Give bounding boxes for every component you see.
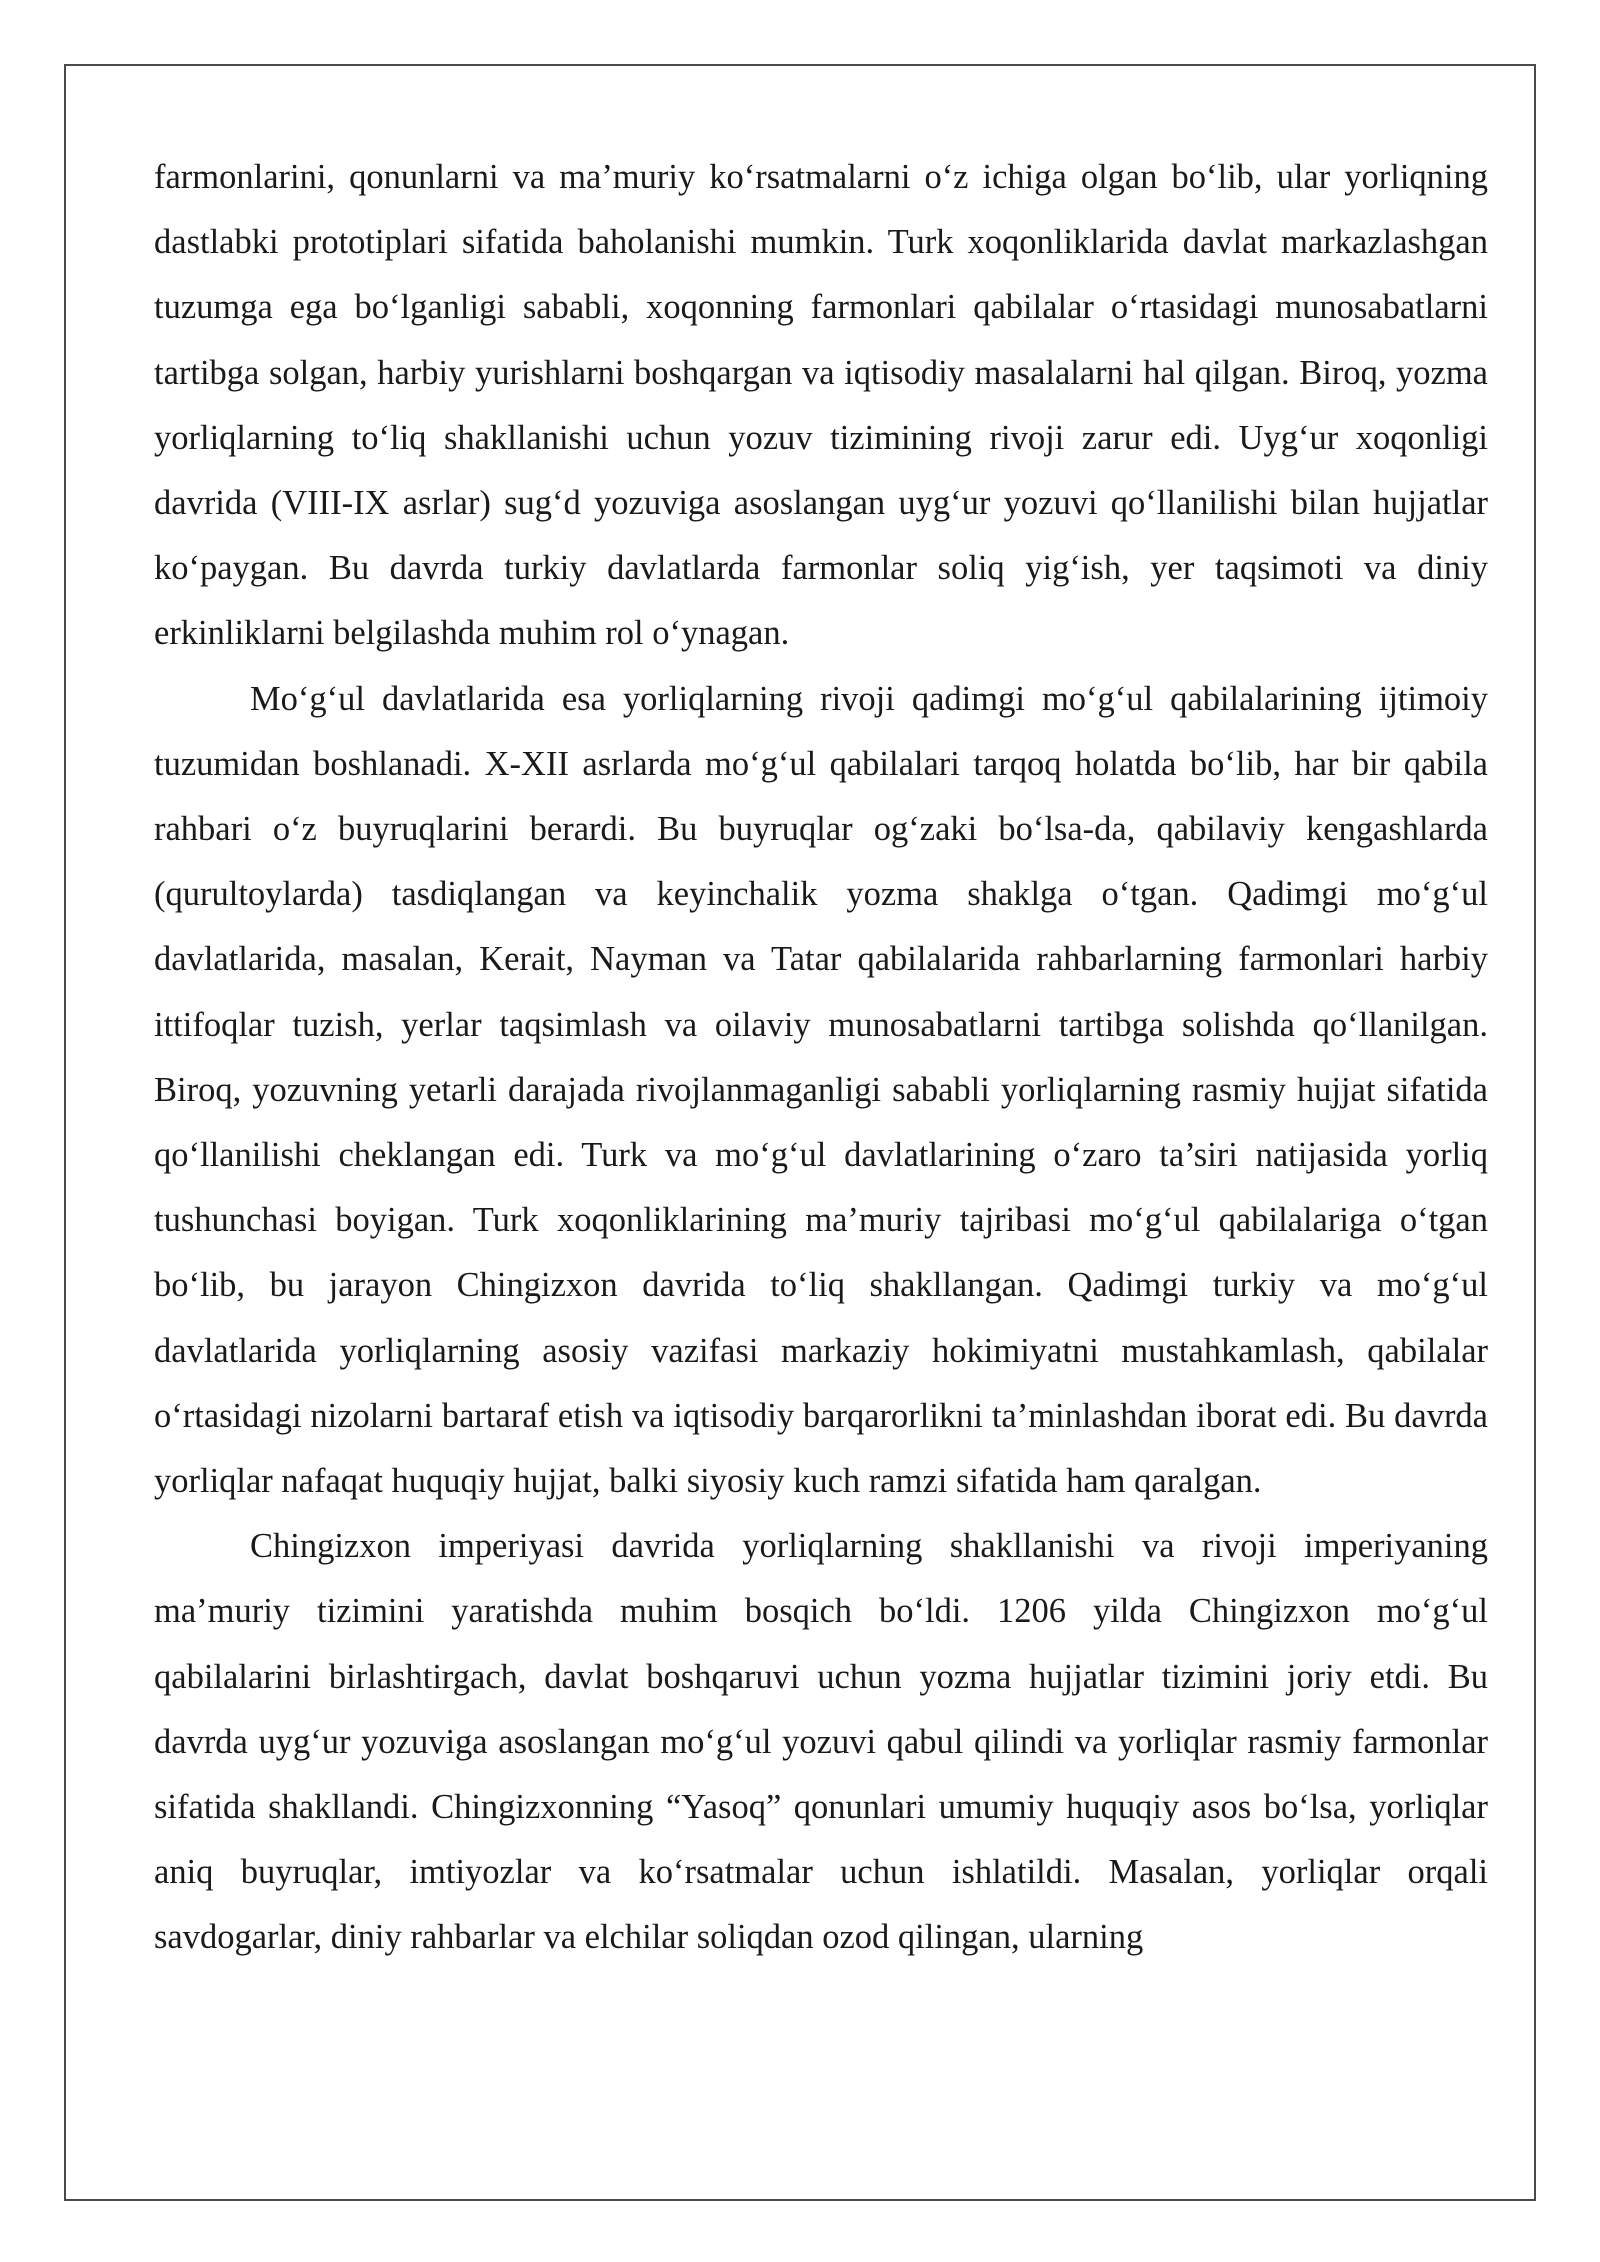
paragraph-2: Mo‘g‘ul davlatlarida esa yorliqlarning rivoji qadimgi mo‘g‘ul qabilalarining ijtimoiy tuzumidan boshlanadi. X-XII asrlarda mo‘g‘ul qabilalari tarqoq holatda bo‘lib, har bir qabila rahbari o‘z buyruqlarini berardi. Bu buyruqlar og‘zaki bo‘lsa-da, qabilaviy kengashlarda (qurultoylarda) tasdiqlangan va keyinchalik yozma shaklga o‘tgan. Qadimgi mo‘g‘ul davlatlarida, masalan, Kerait, Nayman va Tatar qabilalarida rahbarlarning farmonlari harbiy ittifoqlar tuzish, yerlar taqsimlash va oilaviy munosabatlarni tartibga solishda qo‘llanilgan. Biroq, yozuvning yetarli darajada rivojlanmaganligi sababli yorliqlarning rasmiy hujjat sifatida qo‘llanilishi cheklangan edi. Turk va mo‘g‘ul davlatlarining o‘zaro ta’siri natijasida yorliq tushunchasi boyigan. Turk xoqonliklarining ma’muriy tajribasi mo‘g‘ul qabilalariga o‘tgan bo‘lib, bu jarayon Chingizxon davrida to‘liq shakllangan. Qadimgi turkiy va mo‘g‘ul davlatlarida yorliqlarning asosiy vazifasi markaziy hokimiyatni mustahkamlash, qabilalar o‘rtasidagi nizolarni bartaraf etish va iqtisodiy barqarorlikni ta’minlashdan iborat edi. Bu davrda yorliqlar nafaqat huquqiy hujjat, balki siyosiy kuch ramzi sifatida ham qaralgan. xyxy=(154,679,1488,1501)
paragraph-3: Chingizxon imperiyasi davrida yorliqlarning shakllanishi va rivoji imperiyaning ma’muriy tizimini yaratishda muhim bosqich bo‘ldi. 1206 yilda Chingizxon mo‘g‘ul qabilalarini birlashtirgach, davlat boshqaruvi uchun yozma hujjatlar tizimini joriy etdi. Bu davrda uyg‘ur yozuviga asoslangan mo‘g‘ul yozuvi qabul qilindi va yorliqlar rasmiy farmonlar sifatida shakllandi. Chingizxonning “Yasoq” qonunlari umumiy huquqiy asos bo‘lsa, yorliqlar aniq buyruqlar, imtiyozlar va ko‘rsatmalar uchun ishlatildi. Masalan, yorliqlar orqali savdogarlar, diniy rahbarlar va elchilar soliqdan ozod qilingan, ularning xyxy=(154,1527,1488,1957)
paragraph-1: farmonlarini, qonunlarni va ma’muriy ko‘rsatmalarni o‘z ichiga olgan bo‘lib, ular yorliqning dastlabki prototiplari sifatida baholanishi mumkin. Turk xoqonliklarida davlat markazlashgan tuzumga ega bo‘lganligi sababli, xoqonning farmonlari qabilalar o‘rtasidagi munosabatlarni tartibga solgan, harbiy yurishlarni boshqargan va iqtisodiy masalalarni hal qilgan. Biroq, yozma yorliqlarning to‘liq shakllanishi uchun yozuv tizimining rivoji zarur edi. Uyg‘ur xoqonligi davrida (VIII-IX asrlar) sug‘d yozuviga asoslangan uyg‘ur yozuvi qo‘llanilishi bilan hujjatlar ko‘paygan. Bu davrda turkiy davlatlarda farmonlar soliq yig‘ish, yer taqsimoti va diniy erkinliklarni belgilashda muhim rol o‘ynagan. xyxy=(154,158,1488,653)
document-body xyxy=(154,145,1488,1971)
